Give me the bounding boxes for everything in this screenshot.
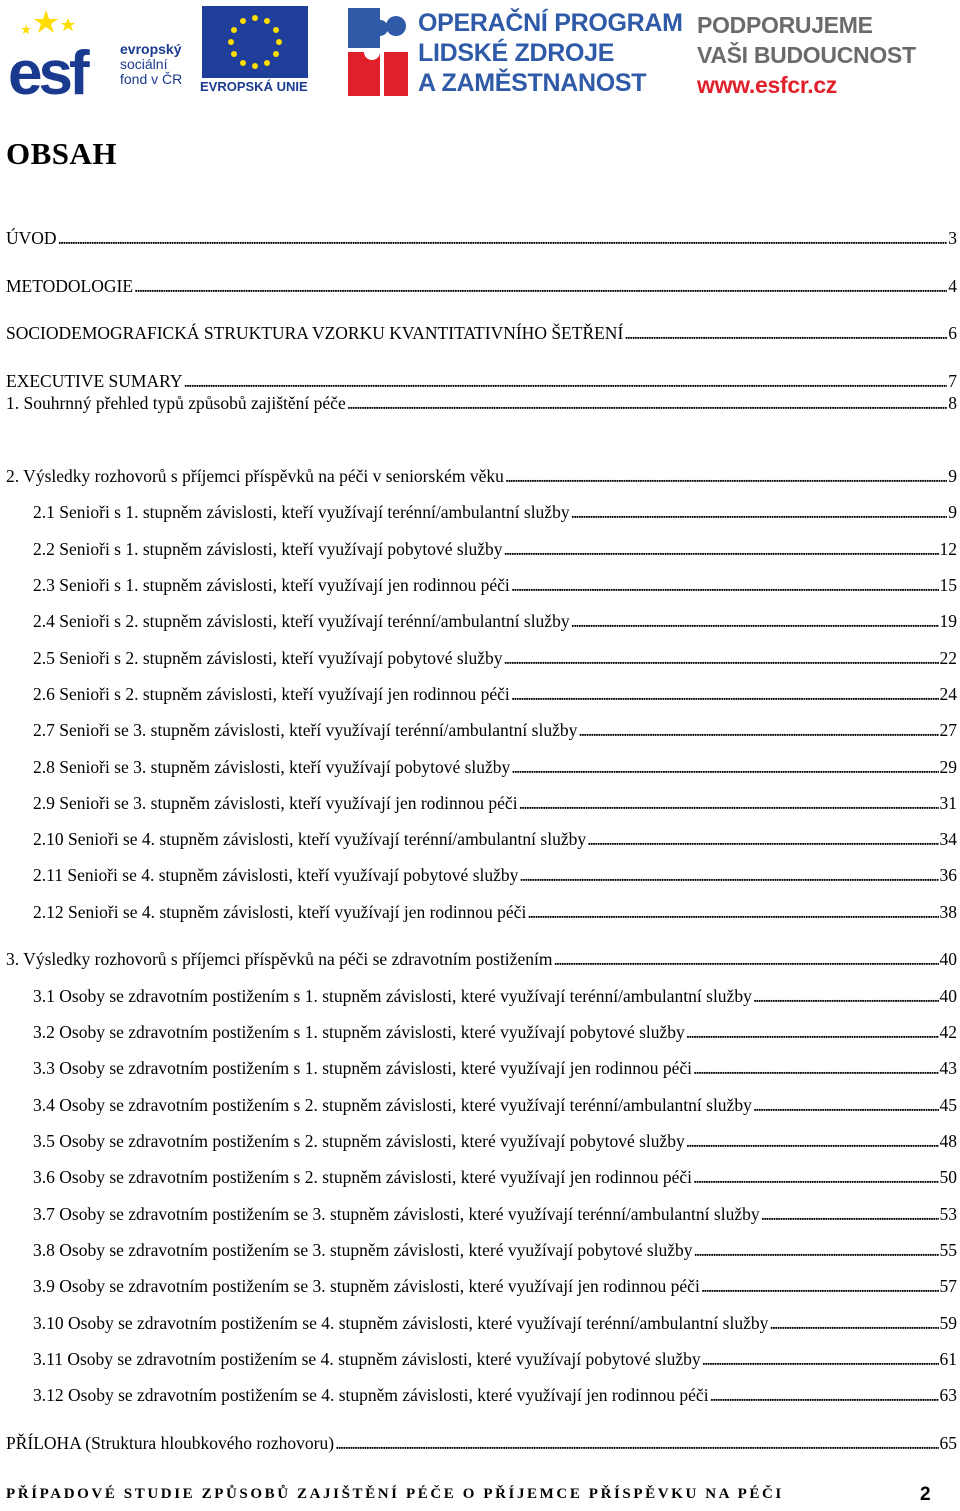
toc-leader <box>694 1238 939 1262</box>
op-program-text <box>418 8 683 98</box>
toc-page: 50 <box>939 1167 957 1187</box>
toc-leader <box>511 573 939 597</box>
toc-entry[interactable] <box>6 1431 957 1455</box>
toc-page: 61 <box>939 1349 957 1369</box>
toc-label: 3.1 Osoby se zdravotním postižením s 1. stupněm závislosti, které využívají terénní/ambulantní služby <box>33 986 752 1006</box>
op-puzzle-logo <box>344 4 414 98</box>
toc-page: 24 <box>939 684 957 704</box>
toc-label: 2.5 Senioři s 2. stupněm závislosti, kteří využívají pobytové služby <box>33 648 503 668</box>
toc-leader <box>753 1093 939 1117</box>
toc-page: 4 <box>948 276 957 296</box>
toc-entry[interactable] <box>33 1274 957 1298</box>
toc-label: ÚVOD <box>6 228 57 248</box>
toc-label: 3.7 Osoby se zdravotním postižením se 3. stupněm závislosti, které využívají terénní/ambulantní služby <box>33 1204 760 1224</box>
toc-entry[interactable] <box>33 863 957 887</box>
toc-label: 3.10 Osoby se zdravotním postižením se 4. stupněm závislosti, které využívají terénní/ambulantní služby <box>33 1313 769 1333</box>
op-line1: OPERAČNÍ PROGRAM <box>418 9 683 37</box>
toc-entry[interactable] <box>33 646 957 670</box>
toc-entry[interactable] <box>6 391 957 415</box>
toc-page: 57 <box>939 1276 957 1296</box>
toc-leader <box>347 391 948 415</box>
toc-label: 3.4 Osoby se zdravotním postižením s 2. stupněm závislosti, které využívají terénní/ambulantní služby <box>33 1095 752 1115</box>
toc-page: 40 <box>939 986 957 1006</box>
toc-leader <box>571 609 939 633</box>
toc-entry[interactable] <box>33 755 957 779</box>
toc-leader <box>710 1383 939 1407</box>
pv-line1: PODPORUJEME <box>697 12 873 38</box>
toc-label: 2.1 Senioři s 1. stupněm závislosti, kteří využívají terénní/ambulantní služby <box>33 502 570 522</box>
toc-label: EXECUTIVE SUMARY <box>6 371 183 391</box>
toc-label: 2.8 Senioři se 3. stupněm závislosti, kteří využívají pobytové služby <box>33 757 511 777</box>
toc-label: 2.2 Senioři s 1. stupněm závislosti, kteří využívají pobytové služby <box>33 539 503 559</box>
toc-entry[interactable] <box>33 682 957 706</box>
toc-label: 3.11 Osoby se zdravotním postižením se 4. stupněm závislosti, které využívají pobytové služby <box>33 1349 701 1369</box>
toc-leader <box>335 1431 938 1455</box>
toc-page: 34 <box>939 829 957 849</box>
toc-label: 2.6 Senioři s 2. stupněm závislosti, kteří využívají jen rodinnou péči <box>33 684 510 704</box>
toc-entry[interactable] <box>6 947 957 971</box>
toc-leader <box>505 464 947 488</box>
toc-page: 65 <box>939 1433 957 1453</box>
toc-leader <box>504 646 939 670</box>
svg-text:esf: esf <box>8 39 86 98</box>
toc-leader <box>686 1129 939 1153</box>
toc-leader <box>571 500 948 524</box>
toc-leader <box>578 718 938 742</box>
toc-entry[interactable] <box>33 1238 957 1262</box>
op-line2: LIDSKÉ ZDROJE <box>418 39 615 67</box>
toc-label: 3.3 Osoby se zdravotním postižením s 1. stupněm závislosti, které využívají jen rodinnou péči <box>33 1058 693 1078</box>
toc-entry[interactable] <box>33 1020 957 1044</box>
toc-entry[interactable] <box>33 718 957 742</box>
toc-leader <box>686 1020 939 1044</box>
toc-leader <box>511 682 939 706</box>
toc-leader <box>753 984 939 1008</box>
podporujeme-text <box>697 10 916 100</box>
toc-entry[interactable] <box>33 791 957 815</box>
toc-page: 9 <box>948 502 957 522</box>
toc-entry[interactable] <box>33 500 957 524</box>
toc-leader <box>519 863 938 887</box>
toc-page: 31 <box>939 793 957 813</box>
toc-page: 53 <box>939 1204 957 1224</box>
toc-entry[interactable] <box>33 984 957 1008</box>
running-footer: PŘÍPADOVÉ STUDIE ZPŮSOBŮ ZAJIŠTĚNÍ PÉČE O PŘÍJEMCE PŘÍSPĚVKU NA PÉČI <box>6 1486 784 1502</box>
toc-leader <box>693 1056 938 1080</box>
toc-label: 3.5 Osoby se zdravotním postižením s 2. stupněm závislosti, které využívají pobytové služby <box>33 1131 685 1151</box>
toc-label: 3.12 Osoby se zdravotním postižením se 4. stupněm závislosti, které využívají jen rodinnou péči <box>33 1385 709 1405</box>
toc-leader <box>58 226 948 250</box>
toc-label: 2. Výsledky rozhovorů s příjemci příspěvků na péči v seniorském věku <box>6 466 504 486</box>
toc-page: 3 <box>948 228 957 248</box>
toc-entry[interactable] <box>33 1129 957 1153</box>
toc-label: 3.9 Osoby se zdravotním postižením se 3. stupněm závislosti, které využívají jen rodinnou péči <box>33 1276 700 1296</box>
toc-leader <box>702 1347 939 1371</box>
toc-entry[interactable] <box>6 464 957 488</box>
toc-page: 12 <box>939 539 957 559</box>
toc-entry[interactable] <box>33 900 957 924</box>
toc-entry[interactable] <box>33 1311 957 1335</box>
toc-leader <box>504 537 939 561</box>
toc-page: 22 <box>939 648 957 668</box>
toc-entry[interactable] <box>33 537 957 561</box>
esf-line2: sociální <box>120 56 168 72</box>
toc-leader <box>134 274 947 298</box>
toc-label: 3.8 Osoby se zdravotním postižením se 3. stupněm závislosti, které využívají pobytové služby <box>33 1240 693 1260</box>
toc-page: 42 <box>939 1022 957 1042</box>
page-number: 2 <box>920 1484 931 1505</box>
toc-page: 45 <box>939 1095 957 1115</box>
toc-leader <box>624 321 947 345</box>
toc-entry[interactable] <box>33 1383 957 1407</box>
toc-page: 6 <box>948 323 957 343</box>
toc-entry[interactable] <box>33 1093 957 1117</box>
toc-page: 63 <box>939 1385 957 1405</box>
toc-entry[interactable] <box>6 274 957 298</box>
toc-page: 15 <box>939 575 957 595</box>
page-title: OBSAH <box>6 136 118 171</box>
toc-page: 43 <box>939 1058 957 1078</box>
toc-label: 3.2 Osoby se zdravotním postižením s 1. stupněm závislosti, které využívají pobytové služby <box>33 1022 685 1042</box>
toc-page: 55 <box>939 1240 957 1260</box>
toc-page: 7 <box>948 371 957 391</box>
toc-entry[interactable] <box>6 226 957 250</box>
toc-entry[interactable] <box>33 1347 957 1371</box>
logo-header <box>0 0 960 110</box>
toc-label: SOCIODEMOGRAFICKÁ STRUKTURA VZORKU KVANTITATIVNÍHO ŠETŘENÍ <box>6 323 624 343</box>
toc-entry[interactable] <box>33 1202 957 1226</box>
toc-page: 27 <box>939 720 957 740</box>
toc-page: 38 <box>939 902 957 922</box>
toc-entry[interactable] <box>6 369 957 393</box>
op-line3: A ZAMĚSTNANOST <box>418 69 647 97</box>
toc-page: 29 <box>939 757 957 777</box>
toc-leader <box>553 947 938 971</box>
toc-label: 2.9 Senioři se 3. stupněm závislosti, kteří využívají jen rodinnou péči <box>33 793 518 813</box>
toc-label: 3. Výsledky rozhovorů s příjemci příspěvků na péči se zdravotním postižením <box>6 949 553 969</box>
toc-leader <box>701 1274 939 1298</box>
esf-line1: evropský <box>120 41 182 57</box>
toc-label: 2.12 Senioři se 4. stupněm závislosti, kteří využívají jen rodinnou péči <box>33 902 527 922</box>
esf-logo-text <box>120 42 182 87</box>
toc-page: 48 <box>939 1131 957 1151</box>
toc-leader <box>511 755 938 779</box>
toc-entry[interactable] <box>33 1165 957 1189</box>
eu-caption: EVROPSKÁ UNIE <box>200 79 308 94</box>
esf-line3: fond v ČR <box>120 71 183 87</box>
toc-entry[interactable] <box>6 321 957 345</box>
esfcr-url: www.esfcr.cz <box>697 72 838 98</box>
toc-leader <box>769 1311 938 1335</box>
toc-page: 8 <box>948 393 957 413</box>
toc-label: 3.6 Osoby se zdravotním postižením s 2. stupněm závislosti, které využívají jen rodinnou péči <box>33 1167 693 1187</box>
toc-label: PŘÍLOHA (Struktura hloubkového rozhovoru) <box>6 1433 335 1453</box>
toc-page: 40 <box>939 949 957 969</box>
toc-page: 19 <box>939 611 957 631</box>
toc-leader <box>693 1165 938 1189</box>
toc-page: 36 <box>939 865 957 885</box>
toc-label: METODOLOGIE <box>6 276 134 296</box>
toc-leader <box>761 1202 939 1226</box>
pv-line2: VAŠI BUDOUCNOST <box>697 42 916 68</box>
toc-entry[interactable] <box>33 1056 957 1080</box>
toc-label: 2.10 Senioři se 4. stupněm závislosti, kteří využívají terénní/ambulantní služby <box>33 829 587 849</box>
toc-page: 9 <box>948 466 957 486</box>
toc-label: 1. Souhrnný přehled typů způsobů zajištění péče <box>6 393 346 413</box>
toc-entry[interactable] <box>33 609 957 633</box>
toc-entry[interactable] <box>33 827 957 851</box>
toc-page: 59 <box>939 1313 957 1333</box>
toc-leader <box>183 369 947 393</box>
toc-label: 2.11 Senioři se 4. stupněm závislosti, kteří využívají pobytové služby <box>33 865 519 885</box>
toc-label: 2.3 Senioři s 1. stupněm závislosti, kteří využívají jen rodinnou péči <box>33 575 510 595</box>
toc-leader <box>527 900 938 924</box>
toc-leader <box>519 791 939 815</box>
toc-label: 2.7 Senioři se 3. stupněm závislosti, kteří využívají terénní/ambulantní služby <box>33 720 578 740</box>
toc-label: 2.4 Senioři s 2. stupněm závislosti, kteří využívají terénní/ambulantní služby <box>33 611 570 631</box>
toc-entry[interactable] <box>33 573 957 597</box>
toc-leader <box>587 827 938 851</box>
